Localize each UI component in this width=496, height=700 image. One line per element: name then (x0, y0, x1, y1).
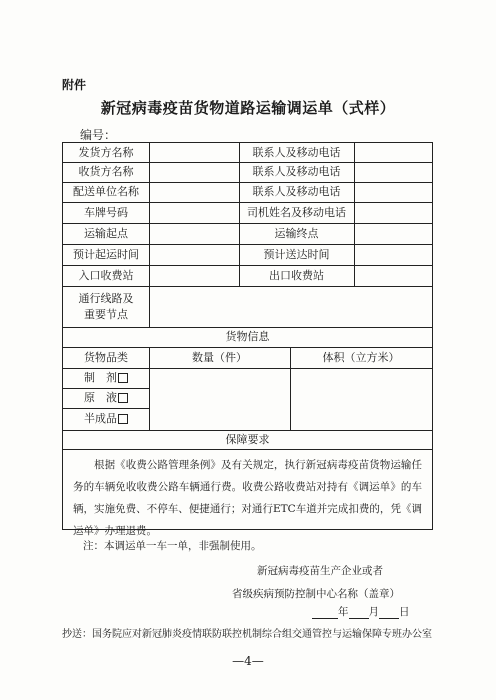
serial-number-field (80, 126, 200, 143)
page-number: —4— (232, 654, 264, 668)
cargo-item-label: 半成品 (84, 412, 117, 425)
issuer-line-2: 省级疾病预防控制中心名称（盖章） (232, 588, 400, 600)
cargo-item-semi-finished (63, 408, 149, 430)
issuer-line-1: 新冠病毒疫苗生产企业或者 (257, 565, 383, 577)
cargo-item-label: 制 剂 (84, 371, 117, 384)
route-label (63, 286, 149, 327)
checkbox-stock-solution[interactable] (118, 393, 128, 403)
form-note: 注：本调运单一车一单，非强制使用。 (83, 540, 262, 552)
day-label: 日 (399, 606, 410, 618)
arrival-time-label: 预计送达时间 (263, 247, 330, 261)
guarantee-text: 根据《收费公路管理条例》及有关规定，执行新冠病毒疫苗货物运输任务的车辆免收收费公路车辆通行费。收费公路收费站对持有《调运单》的车辆，实施免费、不停车、便捷通行；对通行ETC车道并完成扣费的，凭《调运单》办理退费。 (73, 459, 422, 537)
month-blank[interactable] (349, 607, 369, 619)
year-blank[interactable] (312, 607, 338, 619)
shipper-contact-label: 联系人及移动电话 (252, 145, 341, 159)
exit-toll-label: 出口收费站 (269, 268, 324, 282)
plate-number-label: 车牌号码 (84, 205, 128, 219)
route-label-line1: 通行线路及 (78, 291, 134, 305)
col-divider (354, 143, 355, 286)
dispatch-form-table (62, 142, 433, 537)
guarantee-header: 保障要求 (225, 432, 270, 446)
route-label-line2: 重要节点 (84, 307, 128, 321)
carrier-contact-label: 联系人及移动电话 (252, 185, 341, 198)
serial-label: 编号： (80, 128, 117, 142)
entry-toll-label: 入口收费站 (78, 268, 134, 282)
document-title: 新冠病毒疫苗货物道路运输调运单（式样） (100, 99, 396, 117)
consignee-name-label: 收货方名称 (78, 165, 134, 178)
cargo-col-volume: 体积（立方米） (322, 350, 400, 364)
cargo-item-label: 原 液 (84, 391, 117, 404)
departure-time-label: 预计起运时间 (73, 247, 139, 261)
consignee-contact-label: 联系人及移动电话 (252, 165, 341, 178)
cargo-header: 货物信息 (225, 330, 270, 343)
checkbox-semi-finished[interactable] (118, 414, 128, 424)
destination-label: 运输终点 (274, 226, 319, 240)
carrier-name-label: 配送单位名称 (73, 185, 139, 198)
row-divider (63, 449, 432, 450)
year-label: 年 (338, 606, 349, 618)
cargo-col-category: 货物品类 (84, 350, 128, 364)
cargo-col-quantity: 数量（件） (192, 350, 247, 364)
shipper-name-label: 发货方名称 (78, 145, 134, 159)
origin-label: 运输起点 (84, 226, 128, 240)
date-field (312, 604, 410, 619)
carbon-copy-line: 抄送：国务院应对新冠肺炎疫情联防联控机制综合组交通管控与运输保障专班办公室 (62, 629, 432, 640)
day-blank[interactable] (379, 607, 399, 619)
month-label: 月 (368, 606, 379, 618)
cargo-item-preparation (63, 368, 149, 388)
checkbox-preparation[interactable] (118, 373, 128, 383)
cargo-item-stock-solution (63, 388, 149, 408)
attachment-label: 附件 (62, 78, 87, 92)
col-divider (149, 143, 150, 327)
driver-contact-label: 司机姓名及移动电话 (247, 205, 346, 219)
